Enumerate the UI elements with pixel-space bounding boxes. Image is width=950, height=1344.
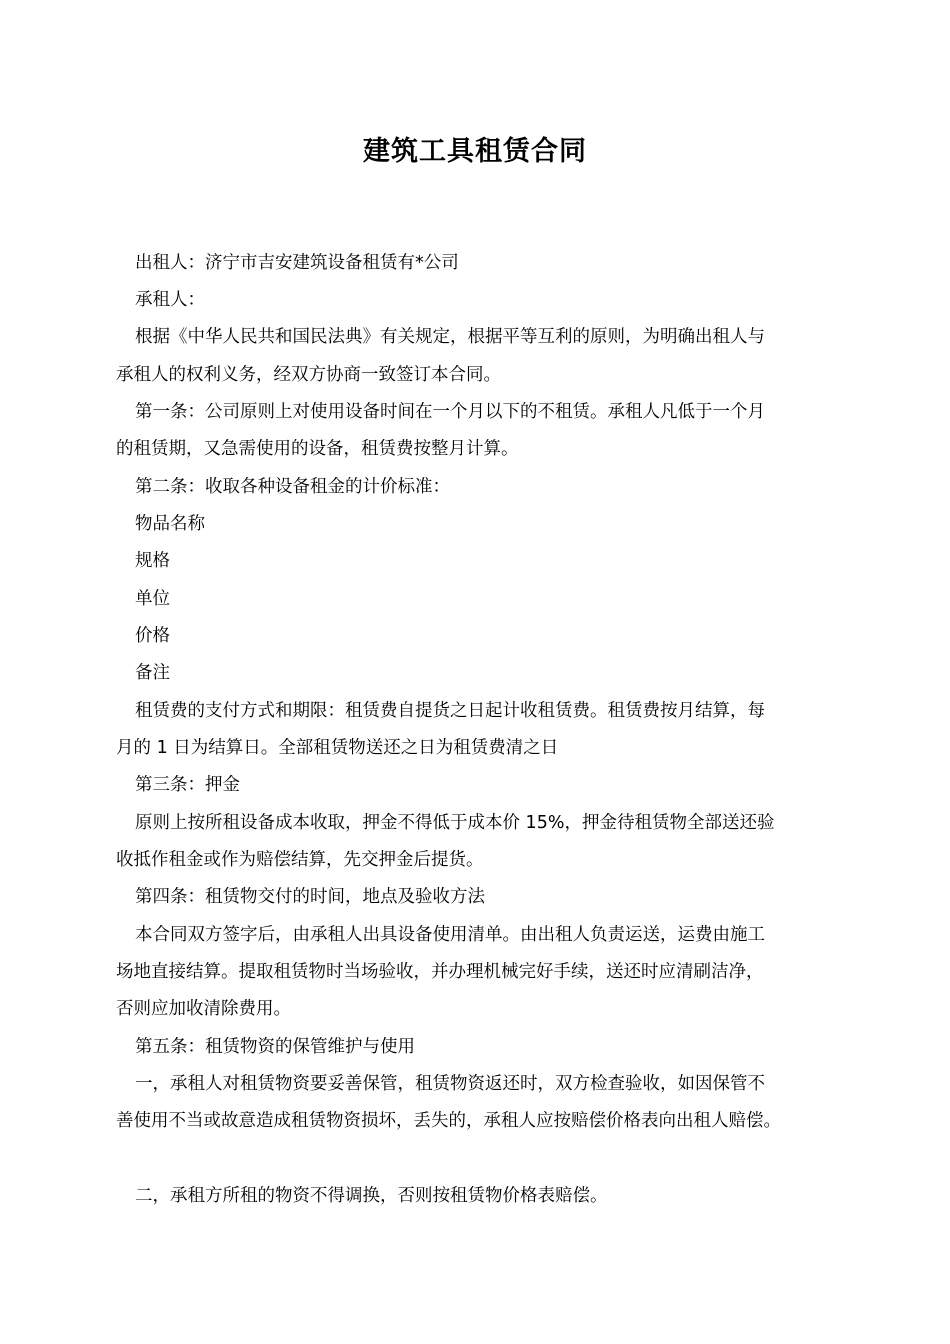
payment-line-2: 月的 1 日为结算日。全部租赁物送还之日为租赁费清之日	[116, 738, 559, 758]
delivery-line-2: 场地直接结算。提取租赁物时当场验收，并办理机械完好手续，送还时应清刷洁净，	[116, 962, 764, 982]
lessee-line: 承租人：	[135, 290, 205, 310]
delivery-line-3: 否则应加收清除费用。	[116, 999, 291, 1019]
preamble-line-2: 承租人的权利义务，经双方协商一致签订本合同。	[116, 365, 501, 385]
preamble-line-1: 根据《中华人民共和国民法典》有关规定，根据平等互利的原则，为明确出租人与	[135, 327, 765, 347]
clause-1-line-2: 善使用不当或故意造成租赁物资损坏，丢失的，承租人应按赔偿价格表向出租人赔偿。	[116, 1111, 781, 1131]
article-1-line-2: 的租赁期，又急需使用的设备，租赁费按整月计算。	[116, 439, 519, 459]
clause-1-line-1: 一，承租人对租赁物资要妥善保管，租赁物资返还时，双方检查验收，如因保管不	[135, 1074, 765, 1094]
article-2-heading: 第二条：收取各种设备租金的计价标准：	[135, 477, 450, 497]
clause-2-line: 二，承租方所租的物资不得调换，否则按租赁物价格表赔偿。	[135, 1186, 608, 1206]
price-label: 价格	[135, 626, 170, 646]
lessor-line: 出租人：济宁市吉安建筑设备租赁有*公司	[135, 253, 459, 273]
deposit-line-1: 原则上按所租设备成本收取，押金不得低于成本价 15%，押金待租赁物全部送还验	[135, 813, 775, 833]
item-name-label: 物品名称	[135, 514, 205, 534]
article-1-line-1: 第一条：公司原则上对使用设备时间在一个月以下的不租赁。承租人凡低于一个月	[135, 402, 765, 422]
document-title: 建筑工具租赁合同	[363, 136, 587, 167]
payment-line-1: 租赁费的支付方式和期限：租赁费自提货之日起计收租赁费。租赁费按月结算，每	[135, 701, 765, 721]
article-4-heading: 第四条：租赁物交付的时间，地点及验收方法	[135, 887, 485, 907]
article-3-heading: 第三条：押金	[135, 775, 240, 795]
spec-label: 规格	[135, 551, 170, 571]
deposit-line-2: 收抵作租金或作为赔偿结算，先交押金后提货。	[116, 850, 484, 870]
unit-label: 单位	[135, 589, 170, 609]
delivery-line-1: 本合同双方签字后，由承租人出具设备使用清单。由出租人负责运送，运费由施工	[135, 925, 765, 945]
remarks-label: 备注	[135, 663, 170, 683]
article-5-heading: 第五条：租赁物资的保管维护与使用	[135, 1037, 415, 1057]
